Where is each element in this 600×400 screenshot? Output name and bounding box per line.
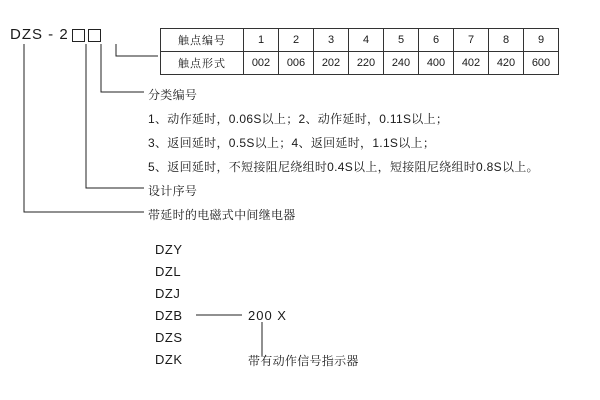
family-item-dzb: DZB <box>155 308 183 323</box>
table-cell: 420 <box>489 52 524 75</box>
code-box-2 <box>88 29 101 42</box>
annotation-serial-number: 设计序号 <box>148 184 198 198</box>
model-code-boxes <box>69 27 101 44</box>
family-suffix-code: 200 X <box>248 308 287 323</box>
table-cell: 7 <box>454 29 489 52</box>
table-cell: 220 <box>349 52 384 75</box>
table-cell: 400 <box>419 52 454 75</box>
table-cell: 006 <box>279 52 314 75</box>
table-cell: 2 <box>279 29 314 52</box>
table-cell: 402 <box>454 52 489 75</box>
code-box-1 <box>72 29 85 42</box>
table-cell: 3 <box>314 29 349 52</box>
table-cell: 240 <box>384 52 419 75</box>
family-note-indicator: 带有动作信号指示器 <box>248 354 359 368</box>
table-cell: 1 <box>244 29 279 52</box>
table-cell: 6 <box>419 29 454 52</box>
annotation-class-code: 分类编号 <box>148 88 198 102</box>
model-code-prefix: DZS - 2 <box>10 26 69 43</box>
table-cell: 202 <box>314 52 349 75</box>
table-cell: 9 <box>524 29 559 52</box>
table-cell: 002 <box>244 52 279 75</box>
family-item-dzl: DZL <box>155 264 182 279</box>
table-row-numbers <box>161 29 559 52</box>
annotation-delay-line-1: 1、动作延时，0.06S以上；2、动作延时，0.11S以上； <box>148 112 449 126</box>
row-header-contact-number: 触点编号 <box>161 29 244 52</box>
family-item-dzs: DZS <box>155 330 183 345</box>
family-item-dzj: DZJ <box>155 286 181 301</box>
table-cell: 600 <box>524 52 559 75</box>
table-cell: 4 <box>349 29 384 52</box>
table-row-forms <box>161 52 559 75</box>
annotation-delay-line-3: 5、返回延时，不短接阻尼绕组时0.4S以上，短接阻尼绕组时0.8S以上。 <box>148 160 539 174</box>
table-cell: 8 <box>489 29 524 52</box>
annotation-delay-line-2: 3、返回延时，0.5S以上；4、返回延时，1.1S以上； <box>148 136 436 150</box>
family-item-dzy: DZY <box>155 242 183 257</box>
model-code <box>10 26 101 44</box>
row-header-contact-form: 触点形式 <box>161 52 244 75</box>
annotation-relay-type: 带延时的电磁式中间继电器 <box>148 208 296 222</box>
table-cell: 5 <box>384 29 419 52</box>
contact-table <box>160 28 559 75</box>
family-item-dzk: DZK <box>155 352 183 367</box>
